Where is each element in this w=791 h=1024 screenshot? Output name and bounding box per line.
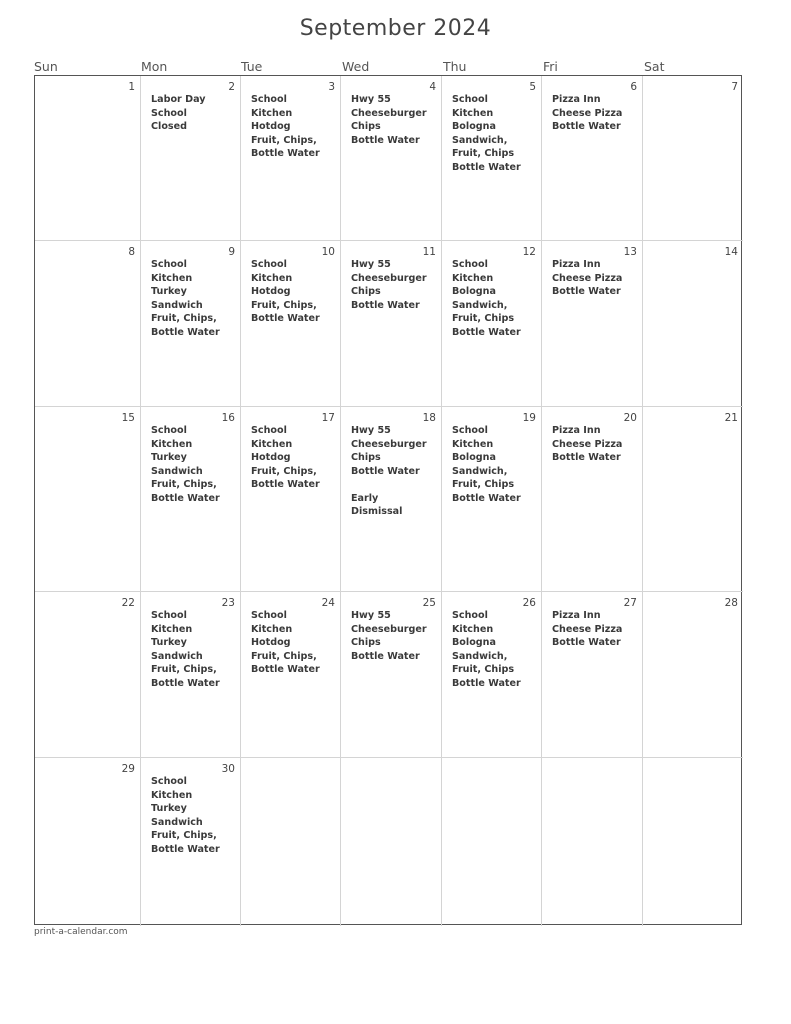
day-cell[interactable] xyxy=(241,407,341,592)
day-number: 15 xyxy=(121,412,135,424)
day-number: 17 xyxy=(321,412,335,424)
day-number: 12 xyxy=(522,246,536,258)
day-number: 21 xyxy=(724,412,738,424)
day-events: Pizza Inn Cheese Pizza Bottle Water xyxy=(552,259,623,297)
day-cell[interactable] xyxy=(141,592,241,758)
day-cell[interactable] xyxy=(442,592,542,758)
weekday-sat: Sat xyxy=(644,59,665,74)
day-cell[interactable] xyxy=(241,758,341,926)
footer-credit: print-a-calendar.com xyxy=(34,927,128,937)
page-title: September 2024 xyxy=(299,16,492,41)
day-number: 6 xyxy=(630,81,637,93)
day-events: School Kitchen Bologna Sandwich, Fruit, Chips Bottle Water xyxy=(452,259,521,338)
day-cell[interactable] xyxy=(542,407,643,592)
day-cell[interactable] xyxy=(643,76,743,241)
day-cell[interactable] xyxy=(35,758,141,926)
day-cell[interactable] xyxy=(141,758,241,926)
day-cell[interactable] xyxy=(341,407,442,592)
day-cell[interactable] xyxy=(442,241,542,407)
day-number: 29 xyxy=(121,763,135,775)
day-events: School Kitchen Hotdog Fruit, Chips, Bottle Water xyxy=(251,259,320,324)
day-cell[interactable] xyxy=(35,76,141,241)
day-cell[interactable] xyxy=(35,592,141,758)
day-cell[interactable] xyxy=(241,76,341,241)
day-number: 1 xyxy=(128,81,135,93)
day-events: School Kitchen Turkey Sandwich Fruit, Chips, Bottle Water xyxy=(151,425,220,504)
day-events: School Kitchen Hotdog Fruit, Chips, Bottle Water xyxy=(251,94,320,159)
day-number: 13 xyxy=(623,246,637,258)
day-events: School Kitchen Turkey Sandwich Fruit, Chips, Bottle Water xyxy=(151,610,220,689)
day-cell[interactable] xyxy=(141,76,241,241)
day-cell[interactable] xyxy=(341,76,442,241)
day-events: Hwy 55 Cheeseburger Chips Bottle Water Early Dismissal xyxy=(351,425,427,517)
day-number: 8 xyxy=(128,246,135,258)
day-cell[interactable] xyxy=(643,407,743,592)
day-cell[interactable] xyxy=(341,758,442,926)
day-events: Pizza Inn Cheese Pizza Bottle Water xyxy=(552,610,623,648)
day-events: School Kitchen Hotdog Fruit, Chips, Bottle Water xyxy=(251,425,320,490)
day-cell[interactable] xyxy=(442,76,542,241)
day-number: 30 xyxy=(221,763,235,775)
day-cell[interactable] xyxy=(35,241,141,407)
day-number: 19 xyxy=(522,412,536,424)
day-cell[interactable] xyxy=(341,241,442,407)
day-cell[interactable] xyxy=(643,758,743,926)
day-events: School Kitchen Bologna Sandwich, Fruit, Chips Bottle Water xyxy=(452,425,521,504)
day-events: School Kitchen Bologna Sandwich, Fruit, Chips Bottle Water xyxy=(452,94,521,173)
day-cell[interactable] xyxy=(141,407,241,592)
day-number: 11 xyxy=(422,246,436,258)
day-events: Pizza Inn Cheese Pizza Bottle Water xyxy=(552,425,623,463)
day-cell[interactable] xyxy=(241,241,341,407)
day-cell[interactable] xyxy=(341,592,442,758)
day-cell[interactable] xyxy=(35,407,141,592)
day-number: 28 xyxy=(724,597,738,609)
day-events: School Kitchen Hotdog Fruit, Chips, Bottle Water xyxy=(251,610,320,675)
day-number: 23 xyxy=(221,597,235,609)
weekday-mon: Mon xyxy=(141,59,168,74)
day-cell[interactable] xyxy=(442,758,542,926)
weekday-fri: Fri xyxy=(543,59,558,74)
day-number: 9 xyxy=(228,246,235,258)
day-number: 20 xyxy=(623,412,637,424)
day-cell[interactable] xyxy=(542,241,643,407)
day-number: 4 xyxy=(429,81,436,93)
day-cell[interactable] xyxy=(643,592,743,758)
day-cell[interactable] xyxy=(542,76,643,241)
day-number: 27 xyxy=(623,597,637,609)
day-events: Hwy 55 Cheeseburger Chips Bottle Water xyxy=(351,610,427,662)
weekday-wed: Wed xyxy=(342,59,370,74)
day-number: 24 xyxy=(321,597,335,609)
day-number: 14 xyxy=(724,246,738,258)
weekday-sun: Sun xyxy=(34,59,58,74)
day-events: School Kitchen Turkey Sandwich Fruit, Chips, Bottle Water xyxy=(151,259,220,338)
day-number: 26 xyxy=(522,597,536,609)
day-cell[interactable] xyxy=(442,407,542,592)
day-number: 5 xyxy=(529,81,536,93)
day-events: Pizza Inn Cheese Pizza Bottle Water xyxy=(552,94,623,132)
day-events: School Kitchen Bologna Sandwich, Fruit, Chips Bottle Water xyxy=(452,610,521,689)
day-number: 10 xyxy=(321,246,335,258)
day-events: Hwy 55 Cheeseburger Chips Bottle Water xyxy=(351,259,427,311)
day-cell[interactable] xyxy=(542,758,643,926)
weekday-thu: Thu xyxy=(443,59,467,74)
day-number: 16 xyxy=(221,412,235,424)
day-number: 7 xyxy=(731,81,738,93)
day-cell[interactable] xyxy=(542,592,643,758)
day-events: Hwy 55 Cheeseburger Chips Bottle Water xyxy=(351,94,427,146)
weekday-tue: Tue xyxy=(241,59,263,74)
day-cell[interactable] xyxy=(643,241,743,407)
day-number: 3 xyxy=(328,81,335,93)
day-number: 18 xyxy=(422,412,436,424)
day-number: 25 xyxy=(422,597,436,609)
day-cell[interactable] xyxy=(241,592,341,758)
day-cell[interactable] xyxy=(141,241,241,407)
calendar-grid xyxy=(34,75,742,925)
day-number: 22 xyxy=(121,597,135,609)
day-events: Labor Day School Closed xyxy=(151,94,206,132)
day-events: School Kitchen Turkey Sandwich Fruit, Chips, Bottle Water xyxy=(151,776,220,855)
day-number: 2 xyxy=(228,81,235,93)
